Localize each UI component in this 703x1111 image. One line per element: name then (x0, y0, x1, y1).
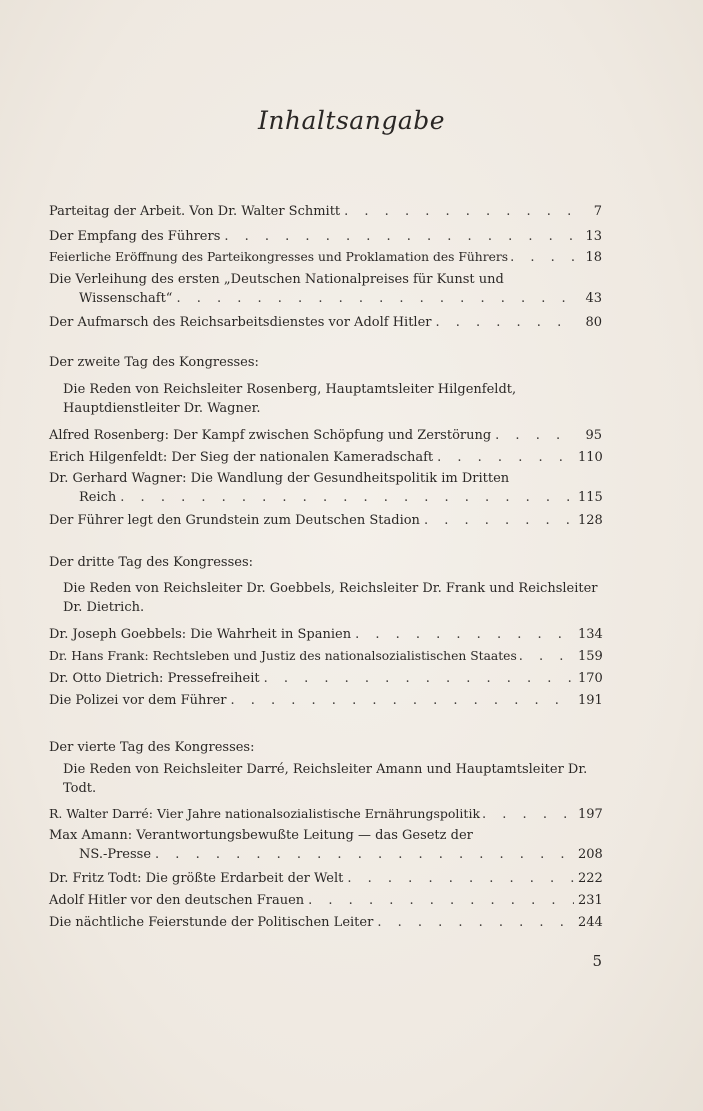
toc-entry (49, 913, 602, 932)
section-subtitle: Die Reden von Reichsleiter Dr. Goebbels, Reichsleiter Dr. Frank und Reichsleiter Dr. Dietrich. (63, 581, 598, 615)
toc-entry (49, 202, 602, 221)
toc-entry (49, 647, 602, 666)
toc-entry (49, 227, 602, 246)
toc-entry (49, 270, 602, 308)
toc-entry-page: 110 (578, 450, 603, 465)
section-subtitle: Die Reden von Reichsleiter Rosenberg, Hauptamtsleiter Hilgenfeldt, Hauptdienstleiter Dr. Wagner. (63, 382, 517, 416)
toc-entry-title: Alfred Rosenberg: Der Kampf zwischen Schöpfung und Zerstörung (49, 428, 492, 443)
toc-entry (49, 804, 602, 824)
leader-dots (155, 845, 574, 864)
toc-entry (49, 826, 602, 864)
toc-entry (49, 448, 602, 467)
section-heading: Der vierte Tag des Kongresses: (49, 740, 255, 755)
toc-entry-title: Wissenschaft“ (79, 291, 173, 306)
toc-entry-title: Feierliche Eröffnung des Parteikongresses und Proklamation des Führers (49, 250, 509, 264)
toc-entry-page: 191 (578, 693, 603, 708)
toc-entry-page: 43 (585, 291, 602, 306)
leader-dots (519, 647, 576, 666)
toc-entry-title: Dr. Hans Frank: Rechtsleben und Justiz des nationalsozialistischen Staates (49, 649, 517, 663)
toc-entry-page: 222 (578, 871, 603, 886)
toc-entry-title: Reich (79, 490, 117, 505)
toc-entry (49, 625, 602, 644)
leader-dots (230, 691, 574, 710)
leader-dots (435, 313, 574, 332)
leader-dots (495, 426, 574, 445)
leader-dots (264, 669, 574, 688)
toc-entry-title: Parteitag der Arbeit. Von Dr. Walter Schmitt (49, 204, 341, 219)
leader-dots (344, 202, 574, 221)
toc-entry-page: 134 (578, 627, 603, 642)
toc-entry-title: Dr. Fritz Todt: Die größte Erdarbeit der Welt (49, 871, 344, 886)
toc-entry-page: 170 (578, 671, 603, 686)
toc-entry-page: 95 (585, 428, 602, 443)
toc-entry-title: NS.-Presse (79, 847, 152, 862)
toc-entry-page: 159 (578, 649, 603, 664)
toc-entry-page: 18 (585, 250, 602, 265)
toc-entry-page: 13 (585, 229, 602, 244)
leader-dots (510, 248, 576, 267)
section-heading: Der zweite Tag des Kongresses: (49, 355, 259, 370)
leader-dots (347, 869, 574, 888)
toc-entry (49, 426, 602, 445)
toc-entry-title: Adolf Hitler vor den deutschen Frauen (49, 893, 305, 908)
leader-dots (120, 488, 574, 507)
toc-entry-title: Der Aufmarsch des Reichsarbeitsdienstes vor Adolf Hitler (49, 315, 432, 330)
leader-dots (176, 289, 574, 308)
toc-entry-title: Die nächtliche Feierstunde der Politischen Leiter (49, 915, 374, 930)
toc-entry (49, 891, 602, 910)
page-title: Inhaltsangabe (257, 106, 446, 135)
toc-entry-title: Dr. Otto Dietrich: Pressefreiheit (49, 671, 260, 686)
toc-entry-page: 244 (578, 915, 603, 930)
toc-entry-page: 7 (593, 204, 602, 219)
toc-entry-title: Erich Hilgenfeldt: Der Sieg der nationalen Kameradschaft (49, 450, 434, 465)
toc-entry (49, 469, 602, 507)
toc-entry-page: 115 (578, 490, 603, 505)
toc-entry-title: Der Führer legt den Grundstein zum Deutschen Stadion (49, 513, 420, 528)
toc-entry-page: 197 (578, 807, 603, 822)
toc-entry-page: 208 (578, 847, 603, 862)
leader-dots (482, 805, 576, 824)
toc-entry (49, 313, 602, 332)
leader-dots (424, 511, 574, 530)
toc-entry-title-line1: Dr. Gerhard Wagner: Die Wandlung der Gesundheitspolitik im Dritten (49, 471, 510, 486)
toc-entry-page: 80 (585, 315, 602, 330)
toc-entry (49, 248, 602, 267)
toc-entry-title: R. Walter Darré: Vier Jahre nationalsozialistische Ernährungspolitik (49, 806, 481, 821)
section-subtitle: Die Reden von Reichsleiter Darré, Reichsleiter Amann und Hauptamtsleiter Dr. Todt. (63, 762, 588, 796)
toc-entry (49, 511, 602, 530)
leader-dots (355, 625, 574, 644)
toc-entry-title: Die Polizei vor dem Führer (49, 693, 227, 708)
toc-entry-page: 231 (578, 893, 603, 908)
toc-entry-page: 128 (578, 513, 603, 528)
toc-entry-title-line1: Max Amann: Verantwortungsbewußte Leitung — das Gesetz der (49, 828, 473, 843)
toc-entry-title: Der Empfang des Führers (49, 229, 221, 244)
page-number: 5 (592, 952, 602, 970)
toc-entry (49, 691, 602, 710)
toc-entry (49, 869, 602, 888)
leader-dots (377, 913, 574, 932)
leader-dots (224, 227, 574, 246)
toc-entry-title-line1: Die Verleihung des ersten „Deutschen Nationalpreises für Kunst und (49, 272, 504, 287)
toc-entry (49, 669, 602, 688)
toc-entry-title: Dr. Joseph Goebbels: Die Wahrheit in Spanien (49, 627, 352, 642)
leader-dots (437, 448, 574, 467)
section-heading: Der dritte Tag des Kongresses: (49, 555, 253, 570)
leader-dots (308, 891, 574, 910)
